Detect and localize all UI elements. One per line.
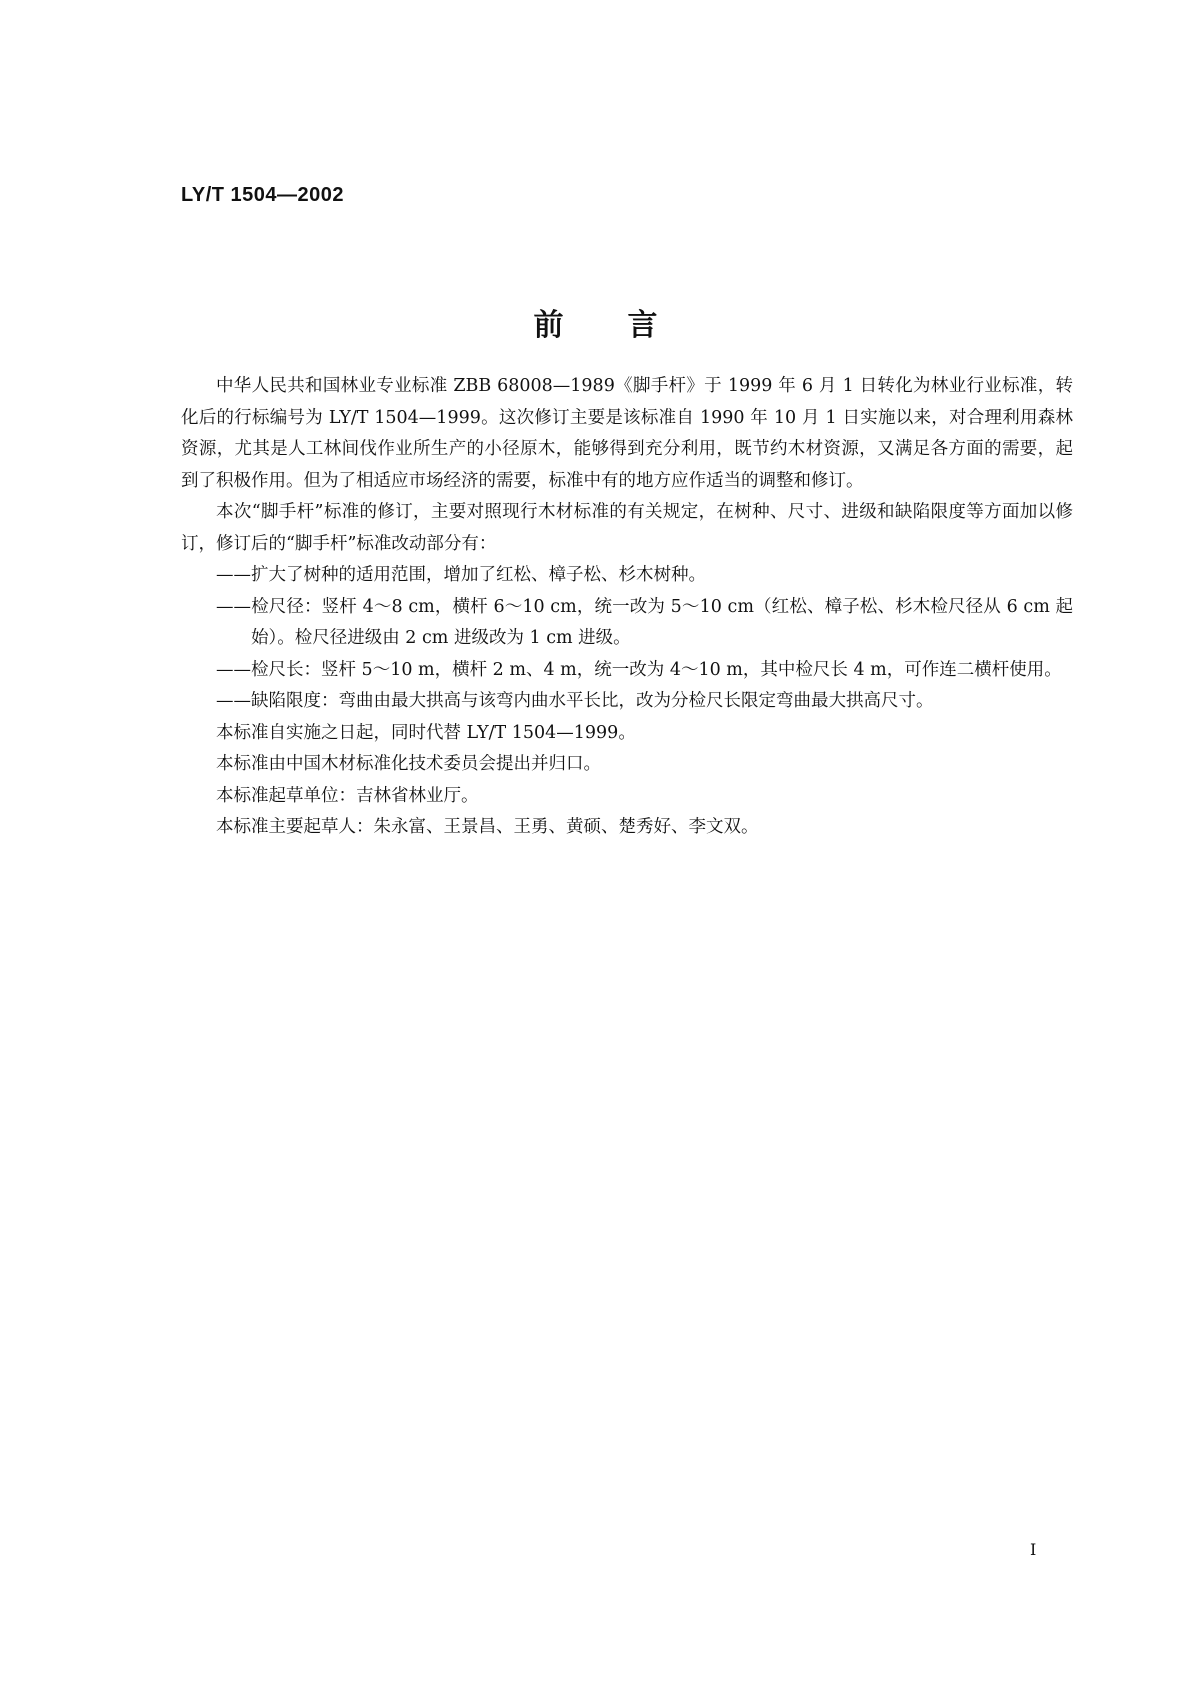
- paragraph-replacement: 本标准自实施之日起，同时代替 LY/T 1504—1999。: [216, 722, 636, 743]
- change-item-defects: ——缺陷限度：弯曲由最大拱高与该弯内曲水平长比，改为分检尺长限定弯曲最大拱高尺寸。: [216, 691, 934, 711]
- paragraph-drafting-unit: 本标准起草单位：吉林省林业厅。: [216, 785, 479, 806]
- change-item-diameter: ——检尺径：竖杆 4～8 cm，横杆 6～10 cm，统一改为 5～10 cm（红松、樟子松、杉木检尺径从 6 cm 起始）。检尺径进级由 2 cm 进级改为 1 cm 进级。: [216, 596, 1073, 648]
- page-title: 前言: [533, 308, 722, 343]
- page-number: I: [1030, 1540, 1037, 1559]
- paragraph-intro: 中华人民共和国林业专业标准 ZBB 68008—1989《脚手杆》于 1999 年 6 月 1 日转化为林业行业标准，转化后的行标编号为 LY/T 1504—1999。这次修订主要是该标准自 1990 年 10 月 1 日实施以来，对合理利用森林资源，尤其是人工林间伐作业所生产的小径原木，能够得到充分利用，既节约木材资源，又满足各方面的需要，起到了积极作用。但为了相适应市场经济的需要，标准中有的地方应作适当的调整和修订。: [181, 376, 1073, 491]
- paragraph-drafters: 本标准主要起草人：朱永富、王景昌、王勇、黄硕、楚秀好、李文双。: [216, 817, 759, 837]
- foreword-body: [181, 371, 1073, 844]
- standard-number: LY/T 1504—2002: [181, 184, 345, 206]
- change-item-species: ——扩大了树种的适用范围，增加了红松、樟子松、杉木树种。: [216, 565, 706, 585]
- change-item-length: ——检尺长：竖杆 5～10 m，横杆 2 m、4 m，统一改为 4～10 m，其中检尺长 4 m，可作连二横杆使用。: [216, 659, 1062, 680]
- paragraph-committee: 本标准由中国木材标准化技术委员会提出并归口。: [216, 754, 601, 774]
- paragraph-revision: 本次“脚手杆”标准的修订，主要对照现行木材标准的有关规定，在树种、尺寸、进级和缺陷限度等方面加以修订，修订后的“脚手杆”标准改动部分有：: [181, 502, 1073, 554]
